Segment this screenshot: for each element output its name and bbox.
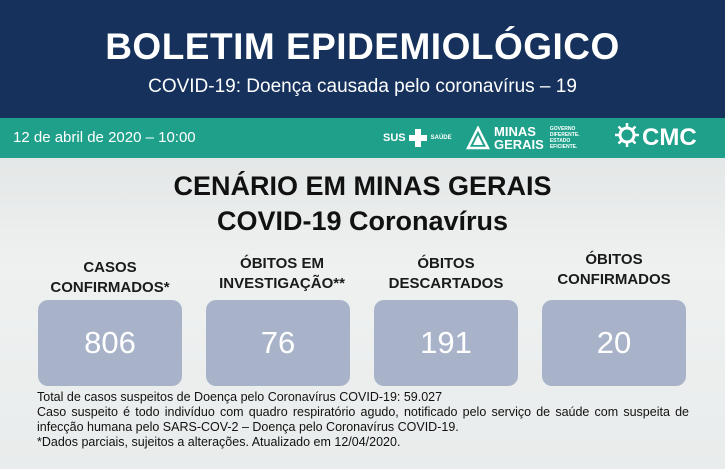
plus-icon — [409, 129, 427, 147]
minas-gerais-logo — [466, 124, 580, 152]
stat-label-obitos-confirmados — [534, 250, 694, 290]
stat-box-obitos-investigacao: 76 — [206, 300, 350, 386]
stat-label-line: DESCARTADOS — [388, 275, 504, 292]
bulletin-header — [0, 0, 725, 118]
bulletin-title: BOLETIM EPIDEMIOLÓGICO — [105, 26, 620, 67]
gov-line: DIFERENTE. — [549, 132, 580, 138]
gerais-text: GERAIS — [494, 137, 544, 152]
sus-saude-text: SAÚDE — [430, 135, 452, 141]
gov-line: EFICIENTE. — [549, 144, 578, 150]
gov-line: GOVERNO — [549, 126, 576, 132]
bulletin-date: 12 de abril de 2020 – 10:00 — [13, 129, 196, 146]
gov-line: ESTADO — [549, 138, 571, 144]
stat-label-line: INVESTIGAÇÃO** — [219, 275, 345, 292]
stat-label-line: CASOS — [83, 259, 137, 276]
stat-box-casos-confirmados: 806 — [38, 300, 182, 386]
scenario-heading: CENÁRIO EM MINAS GERAIS — [173, 171, 552, 201]
cmc-logo-text: CMC — [642, 124, 697, 151]
stat-box-obitos-descartados: 191 — [374, 300, 518, 386]
date-logo-strip — [0, 118, 725, 158]
stat-label-casos-confirmados — [30, 258, 190, 298]
stat-label-line: ÓBITOS — [417, 255, 475, 272]
minas-gerais-mark-icon — [466, 126, 490, 150]
note-total-suspeitos: Total de casos suspeitos de Doença pelo Coronavírus COVID-19: 59.027 — [37, 390, 443, 404]
stat-label-line: CONFIRMADOS — [557, 271, 671, 288]
cmc-logo — [614, 122, 697, 154]
sus-logo-text: SUS — [383, 132, 406, 144]
stat-label-obitos-descartados — [366, 254, 526, 294]
stat-label-line: ÓBITOS — [585, 251, 643, 268]
virus-icon — [614, 122, 640, 155]
bulletin-subtitle: COVID-19: Doença causada pelo coronavírus – 19 — [148, 76, 577, 97]
note-caso-suspeito: Caso suspeito é todo indivíduo com quadro respiratório agudo, notificado pelo serviço de saúde com suspeita de infecção humana pelo SARS-COV-2 – Doença pelo Coronavírus COVID-19. — [37, 405, 689, 434]
stat-box-obitos-confirmados: 20 — [542, 300, 686, 386]
sus-logo — [383, 127, 452, 149]
governo-tagline — [550, 126, 580, 150]
footnotes — [37, 390, 689, 450]
stat-label-line: ÓBITOS EM — [240, 255, 324, 272]
minas-text: MINAS — [494, 124, 536, 139]
note-dados-parciais: *Dados parciais, sujeitos a alterações. Atualizado em 12/04/2020. — [37, 435, 401, 449]
minas-gerais-wordmark — [494, 125, 544, 151]
scenario-subheading: COVID-19 Coronavírus — [216, 206, 509, 236]
stat-label-line: CONFIRMADOS* — [50, 279, 170, 296]
stat-label-obitos-investigacao — [202, 254, 362, 294]
